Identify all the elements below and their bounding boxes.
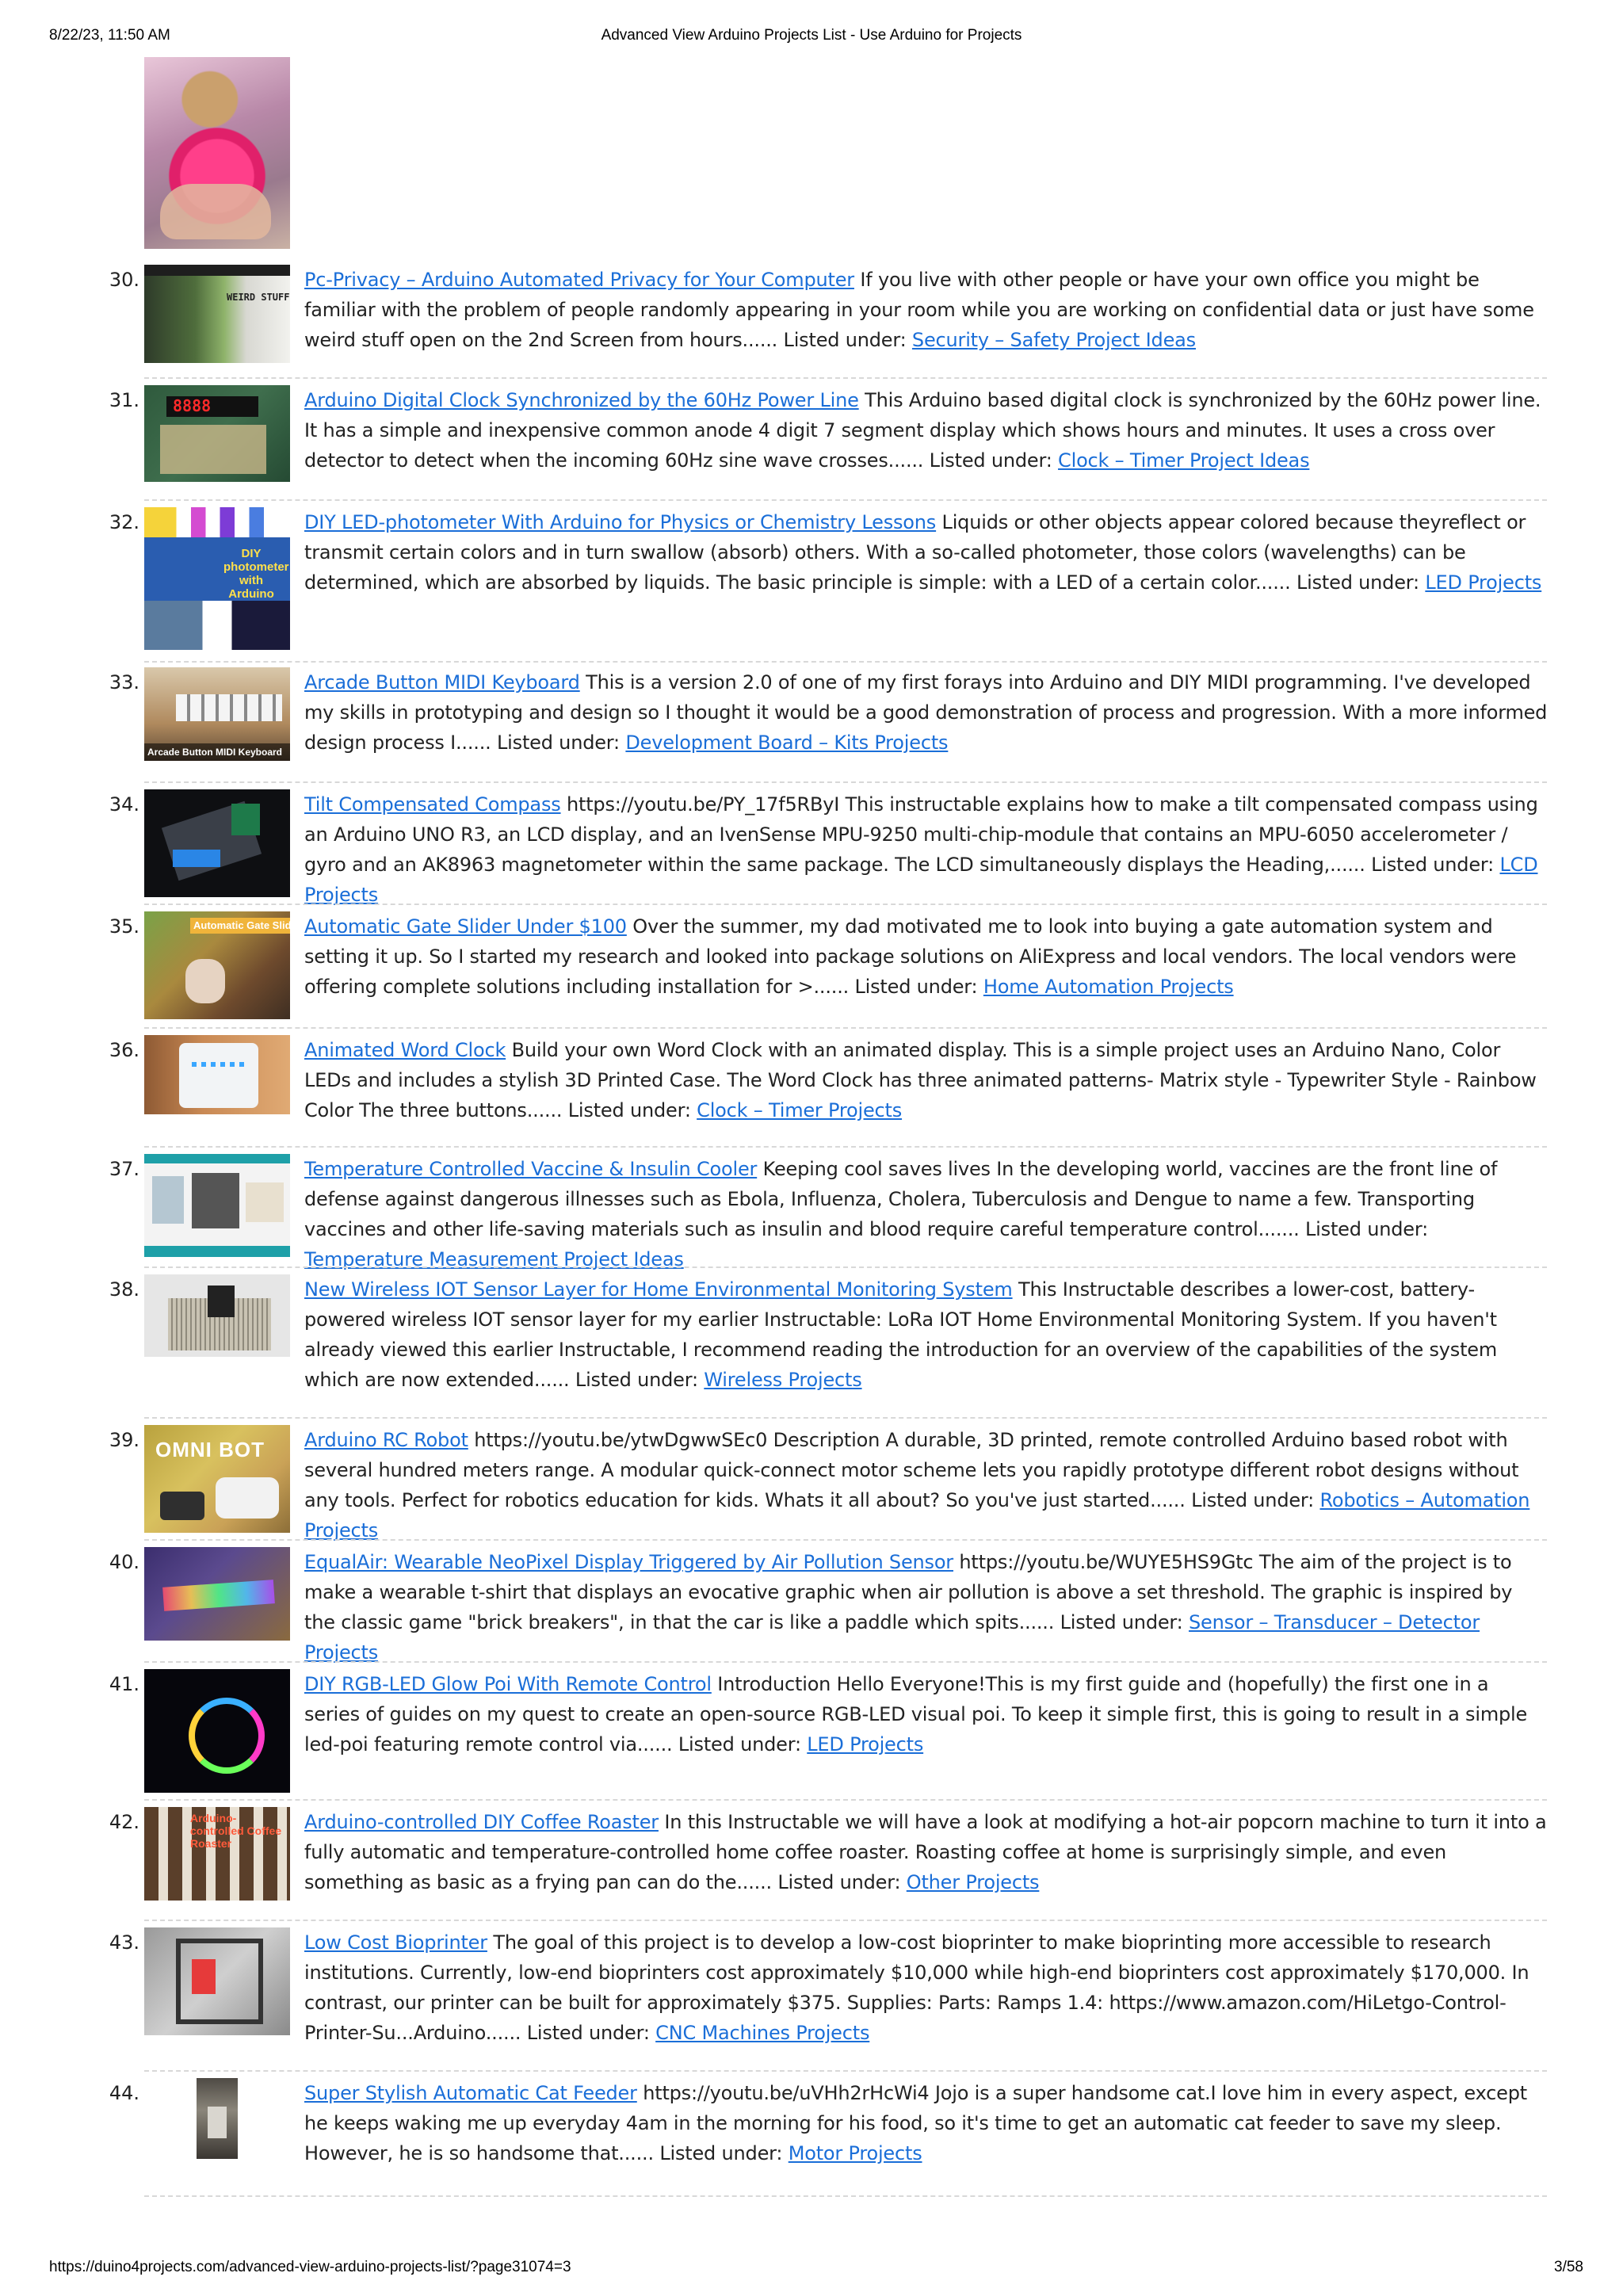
item-title-link[interactable]: New Wireless IOT Sensor Layer for Home Environmental Monitoring System [304, 1278, 1013, 1301]
item-title-link[interactable]: Pc-Privacy – Arduino Automated Privacy for Your Computer [304, 269, 854, 291]
item-text [304, 1547, 1549, 1668]
item-category-link[interactable]: Temperature Measurement Project Ideas [304, 1248, 684, 1270]
listed-under-label: Listed under: [659, 2142, 783, 2164]
item-text [304, 911, 1549, 1002]
listed-under-label: Listed under: [497, 732, 620, 754]
item-category-link[interactable]: LED Projects [1425, 571, 1542, 594]
item-description: Introduction Hello Everyone!This is my first guide and (hopefully) the first one in a series of guides on my quest to create an open-source RGB-LED visual poi. To keep it simple first, this is going to result in a simple led-poi featuring remote control via...... [304, 1673, 1528, 1755]
print-page-number: 3/58 [1554, 2259, 1583, 2275]
listed-under-label: Listed under: [1296, 571, 1419, 594]
thumbnail-caption: 8888 [173, 396, 212, 415]
item-number: 38. [109, 1278, 139, 1301]
listed-under-label: Listed under: [777, 1871, 901, 1893]
print-datetime: 8/22/23, 11:50 AM [49, 27, 170, 44]
item-divider [144, 2195, 1547, 2197]
thumbnail-caption: OMNI BOT [155, 1438, 265, 1461]
item-description: https://youtu.be/WUYE5HS9Gtc The aim of the project is to make a wearable t-shirt that displays an evocative graphic when air pollution is above a set threshold. The graphic is inspired by the classic game "brick breakers", in that the car is like a paddle which spits...... [304, 1551, 1513, 1633]
item-thumbnail[interactable] [144, 1807, 290, 1901]
item-thumbnail[interactable] [144, 1669, 290, 1793]
item-number: 32. [109, 511, 139, 533]
thumbnail-caption: Arduino-controlled Coffee Roaster [190, 1812, 282, 1850]
item-category-link[interactable]: Home Automation Projects [983, 976, 1234, 998]
item-thumbnail[interactable] [144, 265, 290, 363]
item-description: Keeping cool saves lives In the developing world, vaccines are the front line of defense against dangerous illnesses such as Ebola, Influenza, Cholera, Tuberculosis and Dengue to name a few. Transporting vaccines and other life-saving materials such as insulin and blood require careful temperature control....... [304, 1158, 1498, 1240]
item-category-link[interactable]: Robotics – Automation Projects [304, 1489, 1530, 1541]
listed-under-label: Listed under: [1060, 1611, 1183, 1633]
item-divider [144, 1799, 1547, 1801]
item-thumbnail[interactable] [144, 1927, 290, 2035]
item-text [304, 1425, 1549, 1545]
listed-under-label: Listed under: [1191, 1489, 1315, 1511]
item-divider [144, 781, 1547, 783]
listed-under-label: Listed under: [575, 1369, 698, 1391]
item-category-link[interactable]: Clock – Timer Projects [697, 1099, 903, 1121]
item-category-link[interactable]: Development Board – Kits Projects [625, 732, 949, 754]
thumbnail-caption: Automatic Gate Slider [193, 919, 301, 931]
item-number: 42. [109, 1811, 139, 1833]
item-divider [144, 1027, 1547, 1029]
item-divider [144, 661, 1547, 663]
item-divider [144, 1920, 1547, 1921]
item-divider [144, 1539, 1547, 1541]
item-number: 40. [109, 1551, 139, 1573]
listed-under-label: Listed under: [678, 1733, 801, 1755]
item-thumbnail[interactable] [197, 2078, 238, 2159]
listed-under-label: Listed under: [854, 976, 978, 998]
item-number: 34. [109, 793, 139, 816]
item-text [304, 2078, 1549, 2168]
print-header [0, 27, 1623, 51]
item-title-link[interactable]: Arduino RC Robot [304, 1429, 468, 1451]
item-category-link[interactable]: LED Projects [807, 1733, 924, 1755]
item-description: Liquids or other objects appear colored because theyreflect or transmit certain colors and in turn swallow (absorb) others. With a so-called photometer, those colors (wavelengths) can be determined, which are absorbed by liquids. The basic principle is simple: with a LED of a certain color...... [304, 511, 1526, 594]
item-number: 35. [109, 915, 139, 938]
item-description: https://youtu.be/uVHh2rHcWi4 Jojo is a super handsome cat.I love him in every aspect, except he keeps waking me up everyday 4am in the morning for his food, so it's time to get an automatic cat feeder to save my sleep. However, he is so handsome that...... [304, 2082, 1527, 2164]
item-title-link[interactable]: EqualAir: Wearable NeoPixel Display Triggered by Air Pollution Sensor [304, 1551, 953, 1573]
item-divider [144, 1661, 1547, 1663]
item-number: 33. [109, 671, 139, 693]
item-text [304, 1274, 1549, 1395]
item-thumbnail[interactable] [144, 667, 290, 761]
item-thumbnail[interactable] [144, 1547, 290, 1641]
item-thumbnail[interactable] [144, 789, 290, 897]
item-divider [144, 904, 1547, 905]
item-divider [144, 499, 1547, 501]
item-thumbnail[interactable] [144, 1154, 290, 1257]
item-text [304, 1927, 1549, 2048]
item-description: If you live with other people or have your own office you might be familiar with the problem of people randomly appearing in your room while you are working on confidential data or just have some weird stuff open on the 2nd Screen from hours...... [304, 269, 1534, 351]
item-category-link[interactable]: CNC Machines Projects [655, 2022, 870, 2044]
item-text [304, 1669, 1549, 1759]
item-category-link[interactable]: Sensor – Transducer – Detector Projects [304, 1611, 1480, 1664]
item-description: This Arduino based digital clock is synchronized by the 60Hz power line. It has a simple and inexpensive common anode 4 digit 7 segment display which shows hours and minutes. It uses a cross over detector to detect when the incoming 60Hz sine wave crosses...... [304, 389, 1541, 472]
listed-under-label: Listed under: [1371, 854, 1495, 876]
item-number: 31. [109, 389, 139, 411]
item-thumbnail[interactable] [144, 1035, 290, 1114]
thumbnail-caption: Arcade Button MIDI Keyboard [147, 747, 283, 758]
item-description: https://youtu.be/ytwDgwwSEc0 Description A durable, 3D printed, remote controlled Arduino based robot with several hundred meters range. A modular quick-connect motor scheme lets you rapidly prototype different robot designs without any tools. Perfect for robotics education for kids. Whats it all about? So you've just started...... [304, 1429, 1519, 1511]
item-text [304, 1035, 1549, 1125]
item-thumbnail[interactable] [144, 1425, 290, 1533]
item-description: Build your own Word Clock with an animated display. This is a simple project uses an Arduino Nano, Color LEDs and includes a stylish 3D Printed Case. The Word Clock has three animated patterns- Matrix style - Typewriter Style - Rainbow Color The three buttons...... [304, 1039, 1537, 1121]
item-title-link[interactable]: Super Stylish Automatic Cat Feeder [304, 2082, 637, 2104]
item-number: 43. [109, 1931, 139, 1954]
item-thumbnail[interactable] [144, 507, 290, 650]
item-divider [144, 1146, 1547, 1148]
item-description: https://youtu.be/PY_17f5RByI This instructable explains how to make a tilt compensated compass using an Arduino UNO R3, an LCD display, and an IvenSense MPU-9250 multi-chip-module that contains an MPU-6050 accelerometer / gyro and an AK8963 magnetometer within the same package. The LCD simultaneously displays the Heading,...... [304, 793, 1538, 876]
print-url: https://duino4projects.com/advanced-view-arduino-projects-list/?page31074=3 [49, 2259, 571, 2275]
item-description: Over the summer, my dad motivated me to look into buying a gate automation system and setting it up. So I started my research and looked into package solutions on AliExpress and local vendors. The local vendors were offering complete solutions including installation for >...... [304, 915, 1517, 998]
item-category-link[interactable]: Other Projects [906, 1871, 1040, 1893]
item-text [304, 667, 1549, 758]
item-title-link[interactable]: Low Cost Bioprinter [304, 1931, 487, 1954]
item-thumbnail[interactable] [144, 385, 290, 482]
item-thumbnail[interactable] [144, 911, 301, 1019]
item-number: 39. [109, 1429, 139, 1451]
item-number: 36. [109, 1039, 139, 1061]
item-description: This is a version 2.0 of one of my first forays into Arduino and DIY MIDI programming. I've developed my skills in prototyping and design so I thought it would be a good demonstration of process and progression. With a more informed design process I...... [304, 671, 1548, 754]
item-title-link[interactable]: DIY LED-photometer With Arduino for Physics or Chemistry Lessons [304, 511, 937, 533]
item-description: The goal of this project is to develop a low-cost bioprinter to make bioprinting more accessible to research institutions. Currently, low-end bioprinters cost approximately $10,000 while high-end bioprinters cost approximately $170,000. In contrast, our printer can be built for approximately $375. Supplies: Parts: Ramps 1.4: https://www.amazon.com/HiLetgo-Control-Printer-Su...Arduino...... [304, 1931, 1529, 2044]
previous-item-thumbnail[interactable] [144, 57, 290, 249]
listed-under-label: Listed under: [1305, 1218, 1428, 1240]
item-text [304, 265, 1549, 355]
item-title-link[interactable]: Arcade Button MIDI Keyboard [304, 671, 580, 693]
item-text [304, 385, 1549, 476]
item-text [304, 789, 1549, 910]
item-number: 37. [109, 1158, 139, 1180]
listed-under-label: Listed under: [929, 449, 1052, 472]
thumbnail-caption: DIY photometer with Arduino [223, 547, 289, 601]
item-thumbnail[interactable] [144, 1274, 290, 1357]
item-title-link[interactable]: Arduino-controlled DIY Coffee Roaster [304, 1811, 659, 1833]
item-divider [144, 1266, 1547, 1268]
print-page-title: Advanced View Arduino Projects List - Use Arduino for Projects [601, 27, 1022, 44]
item-category-link[interactable]: LCD Projects [304, 854, 1538, 906]
item-title-link[interactable]: Temperature Controlled Vaccine & Insulin Cooler [304, 1158, 758, 1180]
item-description: In this Instructable we will have a look at modifying a hot-air popcorn machine to turn it into a fully automatic and temperature-controlled home coffee roaster. Roasting coffee at home is surprisingly simple, and even something as basic as a frying pan can do the...... [304, 1811, 1547, 1893]
item-description: This Instructable describes a lower-cost, battery-powered wireless IOT sensor layer for my earlier Instructable: LoRa IOT Home Environmental Monitoring System. If you haven't already viewed this earlier Instructable, I recommend reading the introduction for an overview of the capabilities of the system which are now extended...... [304, 1278, 1498, 1391]
item-text [304, 1154, 1549, 1274]
thumbnail-hands [160, 184, 271, 239]
item-category-link[interactable]: Motor Projects [788, 2142, 922, 2164]
item-category-link[interactable]: Wireless Projects [704, 1369, 862, 1391]
print-footer [0, 2259, 1623, 2283]
listed-under-label: Listed under: [526, 2022, 650, 2044]
item-category-link[interactable]: Clock – Timer Project Ideas [1058, 449, 1310, 472]
item-divider [144, 1417, 1547, 1419]
item-number: 30. [109, 269, 139, 291]
item-title-link[interactable]: Arduino Digital Clock Synchronized by the 60Hz Power Line [304, 389, 859, 411]
item-divider [144, 377, 1547, 379]
item-title-link[interactable]: DIY RGB-LED Glow Poi With Remote Control [304, 1673, 712, 1695]
thumbnail-caption: WEIRD STUFF [227, 292, 290, 303]
item-title-link[interactable]: Tilt Compensated Compass [304, 793, 561, 816]
item-title-link[interactable]: Automatic Gate Slider Under $100 [304, 915, 627, 938]
item-text [304, 507, 1549, 598]
listed-under-label: Listed under: [567, 1099, 691, 1121]
item-number: 41. [109, 1673, 139, 1695]
item-text [304, 1807, 1549, 1897]
item-divider [144, 2070, 1547, 2072]
item-number: 44. [109, 2082, 139, 2104]
item-title-link[interactable]: Animated Word Clock [304, 1039, 506, 1061]
item-category-link[interactable]: Security – Safety Project Ideas [911, 329, 1196, 351]
listed-under-label: Listed under: [783, 329, 907, 351]
